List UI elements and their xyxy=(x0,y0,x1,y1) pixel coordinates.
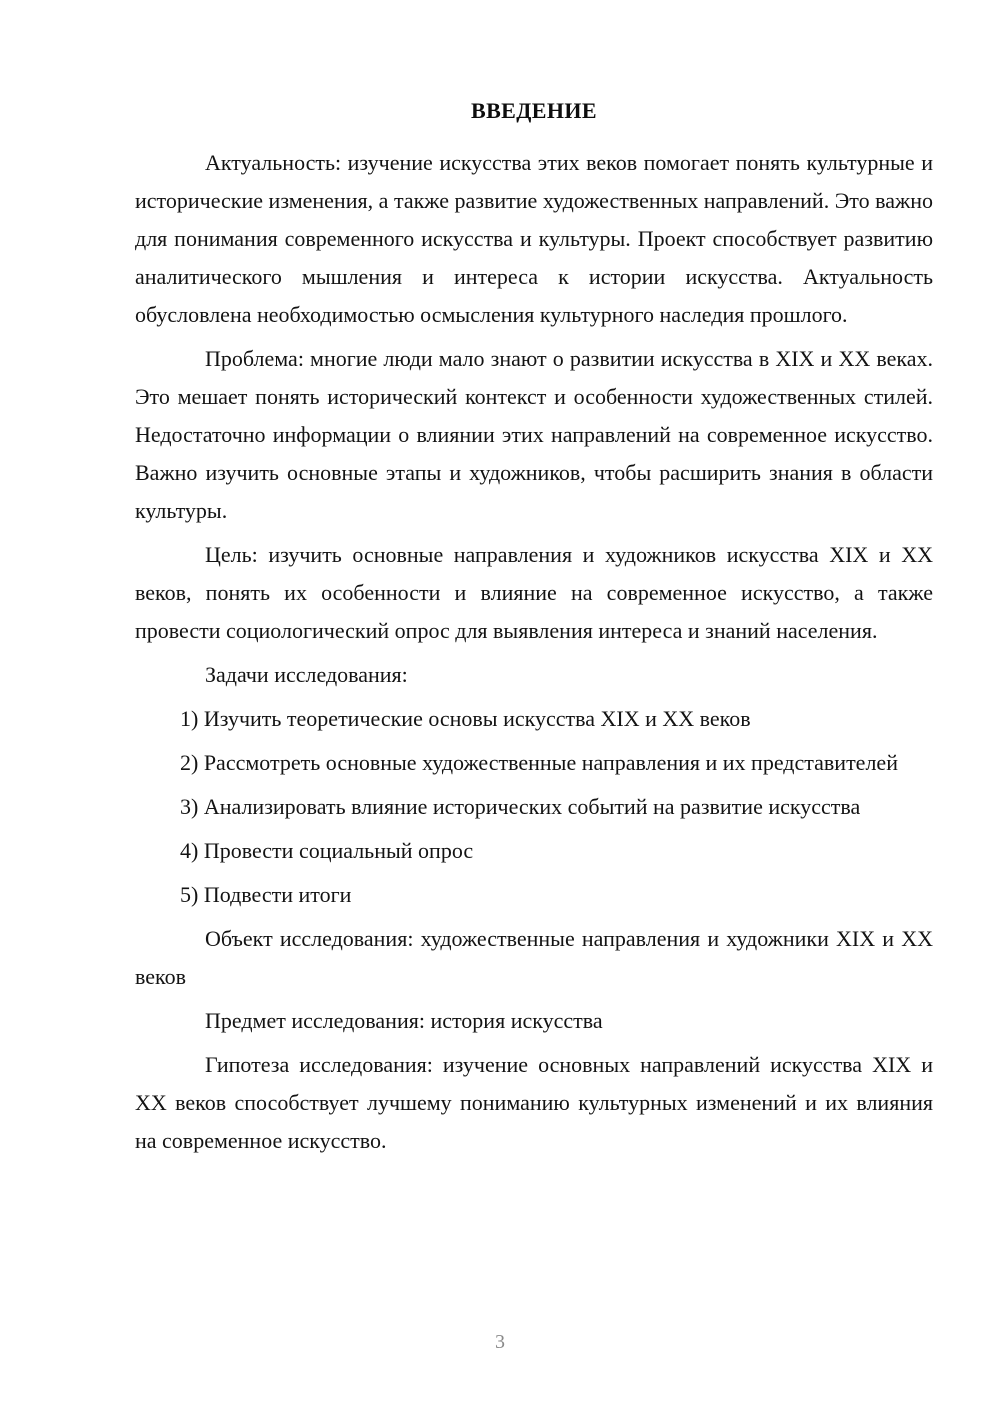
list-item: 3) Анализировать влияние исторических событий на развитие искусства xyxy=(180,794,861,819)
paragraph-subject: Предмет исследования: история искусства xyxy=(205,1008,603,1033)
document-body xyxy=(135,144,933,1160)
paragraph-hypothesis: Гипотеза исследования: изучение основных направлений искусства XIX и XX веков способствует лучшему пониманию культурных изменений и их влияния на современное искусство. xyxy=(135,1052,933,1153)
paragraph-object: Объект исследования: художественные направления и художники XIX и XX веков xyxy=(135,926,933,989)
page-title: ВВЕДЕНИЕ xyxy=(471,98,597,123)
paragraph-tasks-heading: Задачи исследования: xyxy=(205,662,408,687)
document-content xyxy=(135,0,933,1166)
paragraph-goal: Цель: изучить основные направления и художников искусства XIX и XX веков, понять их особенности и влияние на современное искусство, а также провести социологический опрос для выявления интереса и знаний населения. xyxy=(135,542,933,643)
paragraph-relevance: Актуальность: изучение искусства этих веков помогает понять культурные и исторические изменения, а также развитие художественных направлений. Это важно для понимания современного искусства и культуры. Проект способствует развитию аналитического мышления и интереса к истории искусства. Актуальность обусловлена необходимостью осмысления культурного наследия прошлого. xyxy=(135,150,933,327)
paragraph-problem: Проблема: многие люди мало знают о развитии искусства в XIX и XX веках. Это мешает понять исторический контекст и особенности художественных стилей. Недостаточно информации о влиянии этих направлений на современное искусство. Важно изучить основные этапы и художников, чтобы расширить знания в области культуры. xyxy=(135,346,933,523)
list-item: 5) Подвести итоги xyxy=(180,882,352,907)
list-item: 1) Изучить теоретические основы искусства XIX и XX веков xyxy=(180,706,751,731)
list-item: 2) Рассмотреть основные художественные направления и их представителей xyxy=(180,750,898,775)
page-number: 3 xyxy=(495,1331,505,1353)
list-item: 4) Провести социальный опрос xyxy=(180,838,474,863)
